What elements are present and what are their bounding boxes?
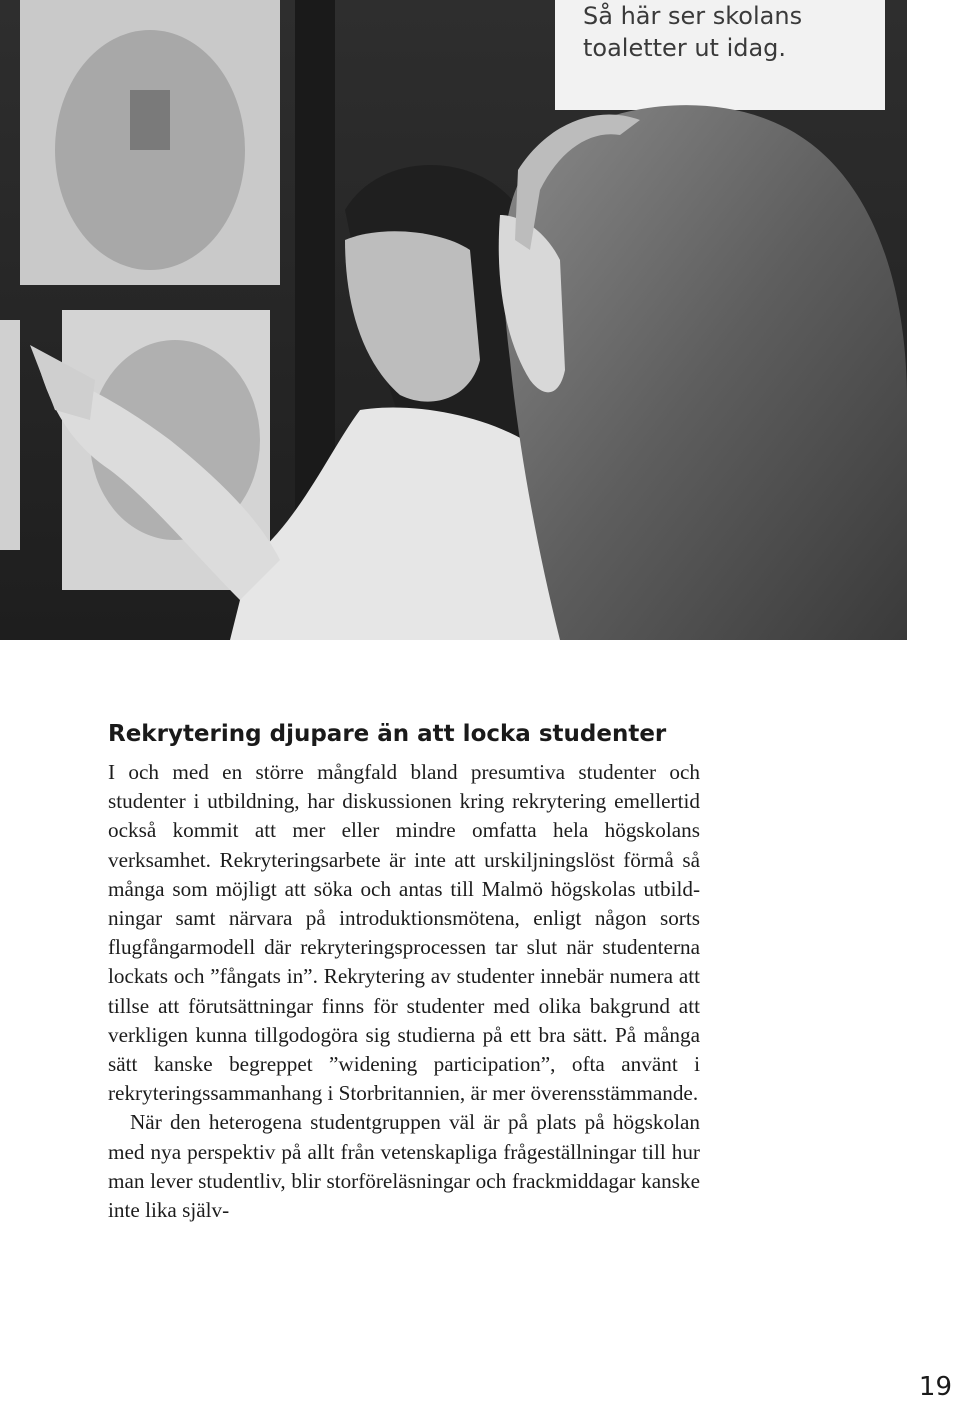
photo-illustration bbox=[0, 0, 907, 640]
article bbox=[108, 718, 700, 1225]
paragraph-1: I och med en större mångfald bland presumtiva studenter och studenter i utbildning, har diskussionen kring rekrytering emellertid också kommit att mer eller mindre omfatta hela högskolans verksamhet. Rekryteringsarbete är inte att urskiljningslöst förmå så många som möjligt att söka och antas till Malmö högskolas utbildningar samt närvara på introduktionsmötena, enligt någon sorts flugfångarmodell där rekryteringsprocessen tar slut när studenterna lockats och ”fångats in”. Rekrytering av studenter innebär numera att tillse att förutsättningar finns för studenter med olika bakgrund att verkligen kunna tillgodogöra sig studierna på ett bra sätt. På många sätt kanske begreppet ”widening participation”, ofta använt i rekryteringssammanhang i Storbritannien, är mer överensstämmande. bbox=[108, 760, 700, 1106]
drawing-paper-3 bbox=[0, 320, 20, 550]
section-heading: Rekrytering djupare än att locka studenter bbox=[108, 721, 667, 747]
photo bbox=[0, 0, 907, 640]
sign-text: Så här ser skolans toaletter ut idag. bbox=[583, 2, 803, 62]
drawing-window bbox=[130, 90, 170, 150]
paragraph-2: När den heterogena studentgruppen väl är på plats på högskolan med nya perspektiv på allt från vetenskapliga frågeställningar till hur man lever studentliv, blir storföreläsningar och frackmiddagar kanske inte lika själv- bbox=[108, 1110, 700, 1223]
page-number: 19 bbox=[918, 1372, 952, 1402]
